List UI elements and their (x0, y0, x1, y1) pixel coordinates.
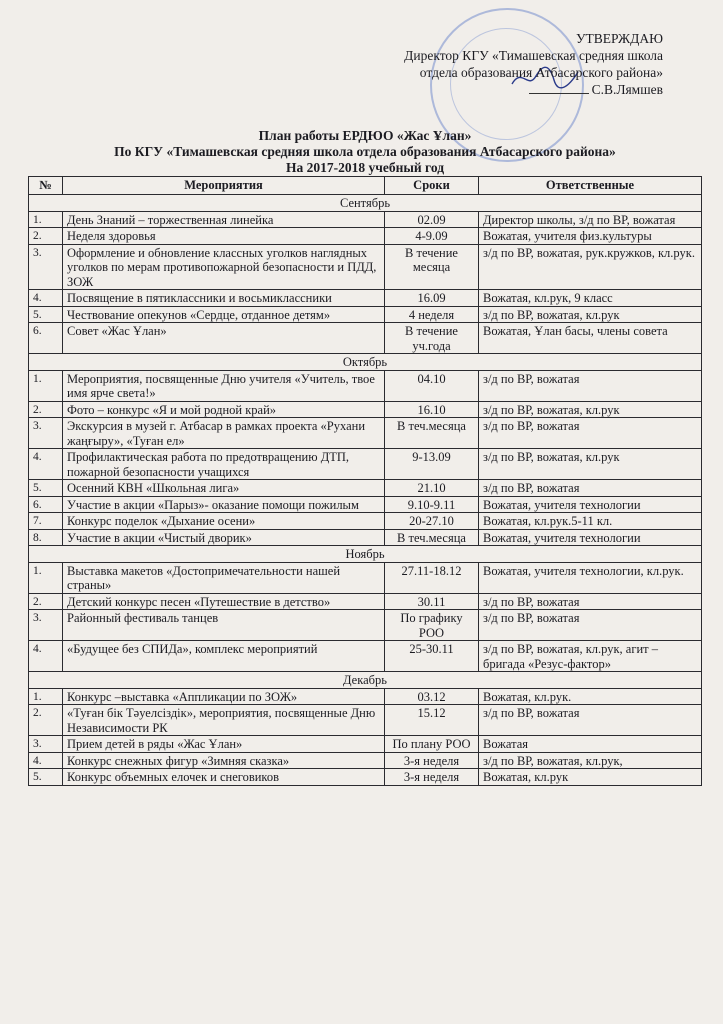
row-event: Профилактическая работа по предотвращению ДТП, пожарной безопасности учащихся (63, 449, 385, 480)
row-date: 9.10-9.11 (385, 496, 479, 513)
plan-table (28, 176, 702, 786)
row-number: 1. (29, 370, 63, 401)
row-date: 4 неделя (385, 306, 479, 323)
row-event: Конкурс снежных фигур «Зимняя сказка» (63, 752, 385, 769)
row-date: 3-я неделя (385, 752, 479, 769)
row-date: В теч.месяца (385, 529, 479, 546)
row-date: По графику РОО (385, 610, 479, 641)
header-event: Мероприятия (63, 177, 385, 195)
approval-line-2: отдела образования Атбасарского района» (419, 65, 663, 80)
month-row (29, 354, 702, 371)
row-responsible: Вожатая (479, 736, 702, 753)
row-date: 25-30.11 (385, 641, 479, 672)
row-event: Районный фестиваль танцев (63, 610, 385, 641)
table-row (29, 641, 702, 672)
signature-line (529, 93, 589, 94)
row-responsible: з/д по ВР, вожатая (479, 370, 702, 401)
row-responsible: з/д по ВР, вожатая, кл.рук, агит –бригада «Резус-фактор» (479, 641, 702, 672)
row-date: 27.11-18.12 (385, 562, 479, 593)
row-responsible: Вожатая, учителя технологии, кл.рук. (479, 562, 702, 593)
table-body (29, 195, 702, 786)
row-number: 4. (29, 290, 63, 307)
row-responsible: Вожатая, кл.рук. (479, 688, 702, 705)
row-responsible: з/д по ВР, вожатая, кл.рук (479, 306, 702, 323)
row-event: Мероприятия, посвященные Дню учителя «Учитель, твое имя ярче света!» (63, 370, 385, 401)
row-responsible: з/д по ВР, вожатая, рук.кружков, кл.рук. (479, 244, 702, 290)
row-date: В течение уч.года (385, 323, 479, 354)
title-line-3: На 2017-2018 учебный год (285, 160, 445, 175)
table-row (29, 401, 702, 418)
table-row (29, 323, 702, 354)
row-date: 04.10 (385, 370, 479, 401)
header-date: Сроки (385, 177, 479, 195)
table-row (29, 593, 702, 610)
approval-block (404, 30, 663, 98)
title-line-2: По КГУ «Тимашевская средняя школа отдела образования Атбасарского района» (114, 144, 616, 159)
row-event: Детский конкурс песен «Путешествие в детство» (63, 593, 385, 610)
row-number: 3. (29, 418, 63, 449)
month-label: Сентябрь (29, 195, 702, 212)
table-row (29, 244, 702, 290)
table-row (29, 290, 702, 307)
row-responsible: з/д по ВР, вожатая (479, 480, 702, 497)
row-date: В теч.месяца (385, 418, 479, 449)
row-number: 3. (29, 736, 63, 753)
row-event: Конкурс объемных елочек и снеговиков (63, 769, 385, 786)
row-date: В течение месяца (385, 244, 479, 290)
row-date: 3-я неделя (385, 769, 479, 786)
row-responsible: Вожатая, кл.рук, 9 класс (479, 290, 702, 307)
table-row (29, 769, 702, 786)
table-row (29, 228, 702, 245)
row-number: 5. (29, 480, 63, 497)
row-number: 5. (29, 769, 63, 786)
table-row (29, 562, 702, 593)
row-number: 2. (29, 705, 63, 736)
row-event: Участие в акции «Парыз»- оказание помощи пожилым (63, 496, 385, 513)
row-event: Неделя здоровья (63, 228, 385, 245)
row-event: Участие в акции «Чистый дворик» (63, 529, 385, 546)
row-responsible: з/д по ВР, вожатая, кл.рук (479, 401, 702, 418)
table-row (29, 449, 702, 480)
row-event: Выставка макетов «Достопримечательности нашей страны» (63, 562, 385, 593)
row-number: 6. (29, 323, 63, 354)
title-line-1: План работы ЕРДЮО «Жас Ұлан» (258, 128, 472, 143)
row-date: 20-27.10 (385, 513, 479, 530)
row-date: 30.11 (385, 593, 479, 610)
table-row (29, 736, 702, 753)
row-date: 02.09 (385, 211, 479, 228)
row-number: 1. (29, 688, 63, 705)
row-responsible: з/д по ВР, вожатая (479, 418, 702, 449)
row-responsible: Вожатая, кл.рук (479, 769, 702, 786)
row-date: По плану РОО (385, 736, 479, 753)
row-number: 3. (29, 244, 63, 290)
row-event: Конкурс поделок «Дыхание осени» (63, 513, 385, 530)
row-event: Оформление и обновление классных уголков наглядных уголков по мерам противопожарной безопасности и ПДД, ЗОЖ (63, 244, 385, 290)
row-responsible: Вожатая, кл.рук.5-11 кл. (479, 513, 702, 530)
row-event: «Туған бiк Тәуелсiздiк», мероприятия, посвященные Дню Независимости РК (63, 705, 385, 736)
month-row (29, 672, 702, 689)
row-date: 9-13.09 (385, 449, 479, 480)
row-number: 2. (29, 401, 63, 418)
row-number: 6. (29, 496, 63, 513)
month-row (29, 546, 702, 563)
header-number: № (29, 177, 63, 195)
row-date: 21.10 (385, 480, 479, 497)
table-row (29, 529, 702, 546)
row-number: 1. (29, 211, 63, 228)
row-event: Экскурсия в музей г. Атбасар в рамках проекта «Рухани жаңғыру», «Туған ел» (63, 418, 385, 449)
row-event: День Знаний – торжественная линейка (63, 211, 385, 228)
row-number: 8. (29, 529, 63, 546)
row-responsible: Директор школы, з/д по ВР, вожатая (479, 211, 702, 228)
approval-line-1: Директор КГУ «Тимашевская средняя школа (404, 48, 663, 63)
row-number: 2. (29, 593, 63, 610)
row-event: Осенний КВН «Школьная лига» (63, 480, 385, 497)
row-responsible: Вожатая, учителя технологии (479, 529, 702, 546)
header-responsible: Ответственные (479, 177, 702, 195)
row-date: 4-9.09 (385, 228, 479, 245)
row-responsible: з/д по ВР, вожатая (479, 610, 702, 641)
month-label: Октябрь (29, 354, 702, 371)
row-date: 16.09 (385, 290, 479, 307)
table-row (29, 496, 702, 513)
row-responsible: з/д по ВР, вожатая (479, 705, 702, 736)
table-row (29, 688, 702, 705)
table-row (29, 752, 702, 769)
row-date: 03.12 (385, 688, 479, 705)
row-number: 2. (29, 228, 63, 245)
row-event: Посвящение в пятиклассники и восьмиклассники (63, 290, 385, 307)
table-header-row (29, 177, 702, 195)
table-row (29, 705, 702, 736)
row-event: Фото – конкурс «Я и мой родной край» (63, 401, 385, 418)
approval-heading: УТВЕРЖДАЮ (575, 31, 663, 46)
table-row (29, 480, 702, 497)
table-row (29, 418, 702, 449)
month-label: Ноябрь (29, 546, 702, 563)
table-row (29, 513, 702, 530)
table-row (29, 306, 702, 323)
row-responsible: з/д по ВР, вожатая, кл.рук (479, 449, 702, 480)
row-number: 7. (29, 513, 63, 530)
row-number: 4. (29, 641, 63, 672)
row-event: Совет «Жас Ұлан» (63, 323, 385, 354)
row-number: 5. (29, 306, 63, 323)
row-responsible: Вожатая, Ұлан басы, члены совета (479, 323, 702, 354)
row-date: 15.12 (385, 705, 479, 736)
row-event: Прием детей в ряды «Жас Ұлан» (63, 736, 385, 753)
month-row (29, 195, 702, 212)
row-number: 1. (29, 562, 63, 593)
table-row (29, 370, 702, 401)
row-responsible: з/д по ВР, вожатая, кл.рук, (479, 752, 702, 769)
table-row (29, 211, 702, 228)
row-event: Чествование опекунов «Сердце, отданное детям» (63, 306, 385, 323)
row-number: 3. (29, 610, 63, 641)
table-row (29, 610, 702, 641)
row-event: «Будущее без СПИДа», комплекс мероприятий (63, 641, 385, 672)
row-event: Конкурс –выставка «Аппликации по ЗОЖ» (63, 688, 385, 705)
document-title (25, 128, 705, 176)
row-responsible: Вожатая, учителя технологии (479, 496, 702, 513)
month-label: Декабрь (29, 672, 702, 689)
row-number: 4. (29, 449, 63, 480)
row-responsible: з/д по ВР, вожатая (479, 593, 702, 610)
approval-signer: С.В.Лямшев (591, 82, 663, 97)
row-responsible: Вожатая, учителя физ.культуры (479, 228, 702, 245)
row-number: 4. (29, 752, 63, 769)
row-date: 16.10 (385, 401, 479, 418)
